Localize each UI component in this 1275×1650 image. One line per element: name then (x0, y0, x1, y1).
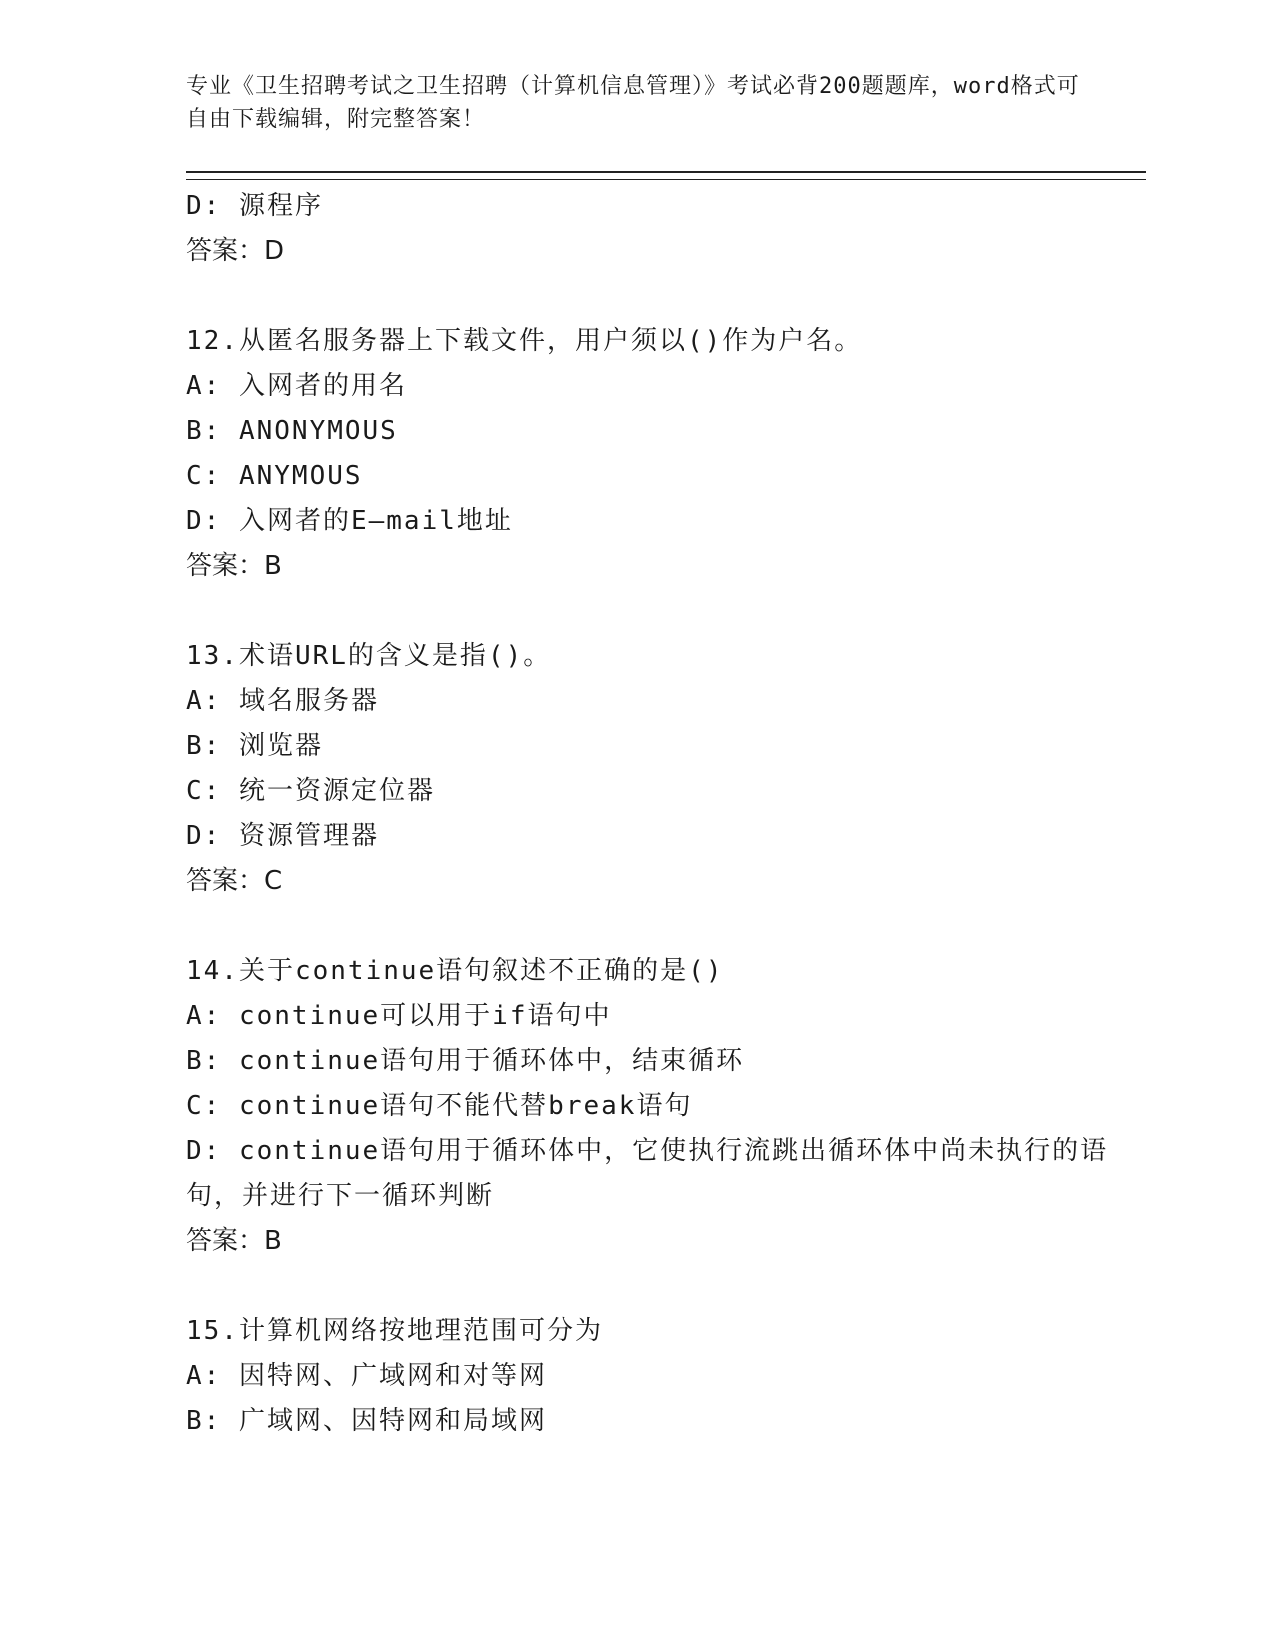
option-b: B: continue语句用于循环体中，结束循环 (186, 1046, 745, 1076)
question-stem: 14.关于continue语句叙述不正确的是() (186, 956, 724, 986)
question-stem: 13.术语URL的含义是指()。 (186, 641, 552, 671)
option-b: B: ANONYMOUS (186, 416, 398, 446)
question-stem: 15.计算机网络按地理范围可分为 (186, 1316, 603, 1346)
option-a: A: continue可以用于if语句中 (186, 1001, 612, 1031)
answer: 答案：C (186, 866, 283, 896)
spacer (186, 904, 1146, 949)
spacer (186, 274, 1146, 319)
option-c: C: continue语句不能代替break语句 (186, 1091, 693, 1121)
option-d: D: 入网者的E—mail地址 (186, 506, 513, 536)
answer: 答案：B (186, 1226, 282, 1256)
question-stem: 12.从匿名服务器上下载文件，用户须以()作为户名。 (186, 326, 863, 356)
answer: 答案：D (186, 236, 285, 266)
option-a: A: 域名服务器 (186, 686, 379, 716)
header-divider (186, 171, 1146, 180)
option-c: C: ANYMOUS (186, 461, 363, 491)
answer: 答案：B (186, 551, 282, 581)
option-b: B: 广域网、因特网和局域网 (186, 1406, 547, 1436)
option-d: D: continue语句用于循环体中，它使执行流跳出循环体中尚未执行的语句，并进行下一循环判断 (186, 1136, 1109, 1211)
option-c: C: 统一资源定位器 (186, 776, 435, 806)
option-b: B: 浏览器 (186, 731, 323, 761)
option-d: D: 资源管理器 (186, 821, 379, 851)
option-a: A: 入网者的用名 (186, 371, 407, 401)
spacer (186, 1264, 1146, 1309)
document-page (186, 70, 1146, 1444)
spacer (186, 589, 1146, 634)
page-header: 专业《卫生招聘考试之卫生招聘（计算机信息管理）》考试必背200题题库，word格式可自由下载编辑，附完整答案！ (186, 74, 1080, 132)
option-d: D: 源程序 (186, 191, 323, 221)
option-a: A: 因特网、广域网和对等网 (186, 1361, 547, 1391)
question-list (186, 184, 1146, 1444)
